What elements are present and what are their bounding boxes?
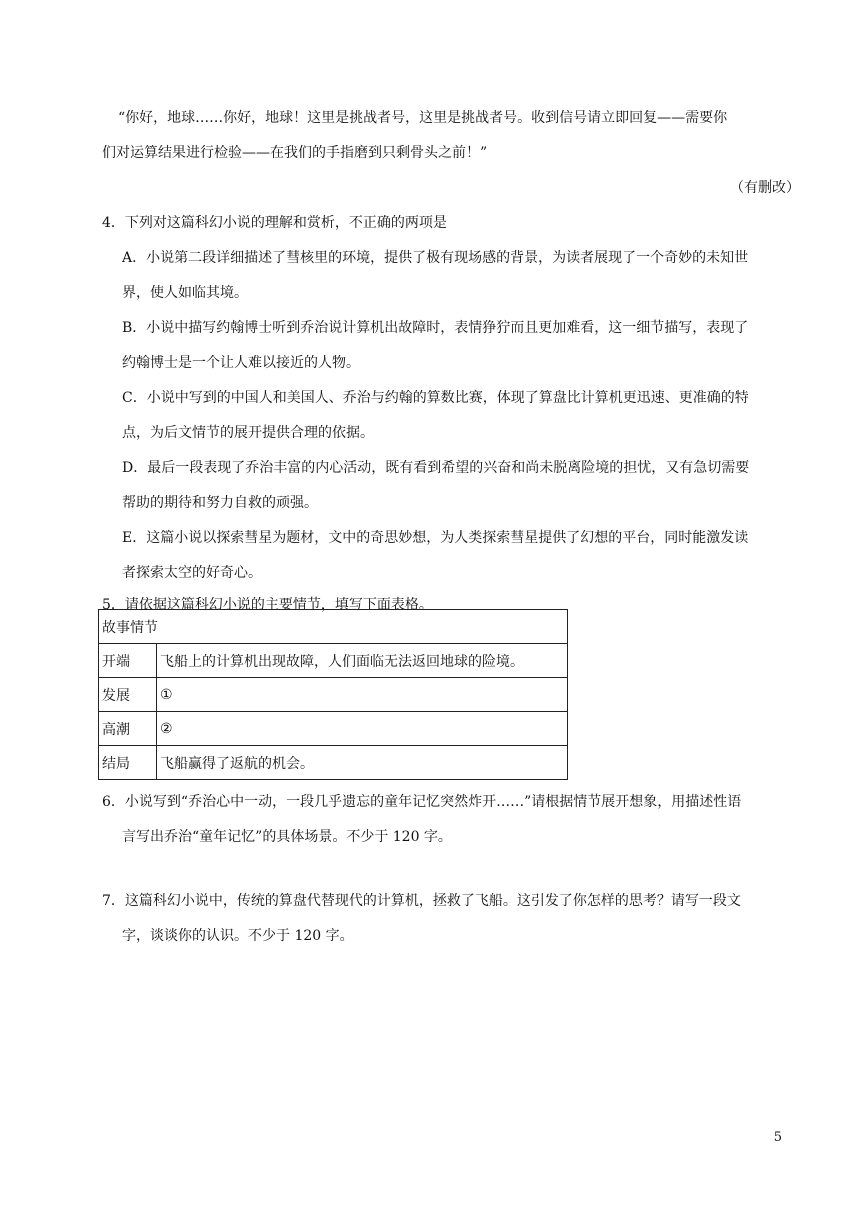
page-number: 5	[773, 1130, 782, 1145]
source-note: （有删改）	[730, 180, 800, 196]
table-header-cell: 故事情节	[99, 610, 568, 644]
table-row	[99, 644, 568, 678]
row-label: 高潮	[99, 712, 157, 746]
option-c-line2: 点，为后文情节的展开提供合理的依据。	[122, 425, 374, 441]
table-row	[99, 712, 568, 746]
passage-quote-line2: 们对运算结果进行检验——在我们的手指磨到只剩骨头之前！”	[102, 145, 488, 161]
question-6-line1: 6．小说写到“乔治心中一动，一段几乎遗忘的童年记忆突然炸开……”请根据情节展开想象，用描述性语	[102, 794, 742, 810]
row-value: 飞船赢得了返航的机会。	[157, 746, 568, 780]
question-7-line2: 字，谈谈你的认识。不少于 120 字。	[122, 928, 354, 944]
row-label: 发展	[99, 678, 157, 712]
option-a-line2	[122, 283, 248, 303]
option-d-line2: 帮助的期待和努力自救的顽强。	[122, 495, 318, 511]
option-a-line2-text: 界，使人如临其境。	[122, 285, 248, 301]
option-e-line1: E．这篇小说以探索彗星为题材，文中的奇思妙想，为人类探索彗星提供了幻想的平台，同时能激发读	[122, 530, 749, 546]
option-e-line2: 者探索太空的好奇心。	[122, 565, 262, 581]
table-row	[99, 746, 568, 780]
question-4-stem: 4．下列对这篇科幻小说的理解和赏析，不正确的两项是	[102, 215, 447, 231]
option-c-line1: C．小说中写到的中国人和美国人、乔治与约翰的算数比赛，体现了算盘比计算机更迅速、更准确的特	[122, 390, 749, 406]
row-label: 开端	[99, 644, 157, 678]
story-plot-table	[98, 609, 568, 780]
table-header-row	[99, 610, 568, 644]
table-row	[99, 678, 568, 712]
row-value: ②	[157, 712, 568, 746]
option-d-line1: D．最后一段表现了乔治丰富的内心活动，既有看到希望的兴奋和尚未脱离险境的担忧，又有急切需要	[122, 460, 750, 476]
question-6-line2: 言写出乔治“童年记忆”的具体场景。不少于 120 字。	[122, 829, 452, 845]
row-value: ①	[157, 678, 568, 712]
question-7-line1: 7．这篇科幻小说中，传统的算盘代替现代的计算机，拯救了飞船。这引发了你怎样的思考？请写一段文	[102, 893, 741, 909]
row-value: 飞船上的计算机出现故障，人们面临无法返回地球的险境。	[157, 644, 568, 678]
option-b-line1: B．小说中描写约翰博士听到乔治说计算机出故障时，表情狰狞而且更加难看，这一细节描写，表现了	[122, 320, 749, 336]
row-label: 结局	[99, 746, 157, 780]
passage-quote-line1: “你好，地球……你好，地球！这里是挑战者号，这里是挑战者号。收到信号请立即回复——需要你	[118, 110, 728, 126]
option-a-line1: A．小说第二段详细描述了彗核里的环境，提供了极有现场感的背景，为读者展现了一个奇妙的未知世	[122, 250, 749, 266]
option-b-line2: 约翰博士是一个让人难以接近的人物。	[122, 355, 360, 371]
question-5-stem: 5．请依据这篇科幻小说的主要情节，填写下面表格。	[102, 597, 433, 613]
